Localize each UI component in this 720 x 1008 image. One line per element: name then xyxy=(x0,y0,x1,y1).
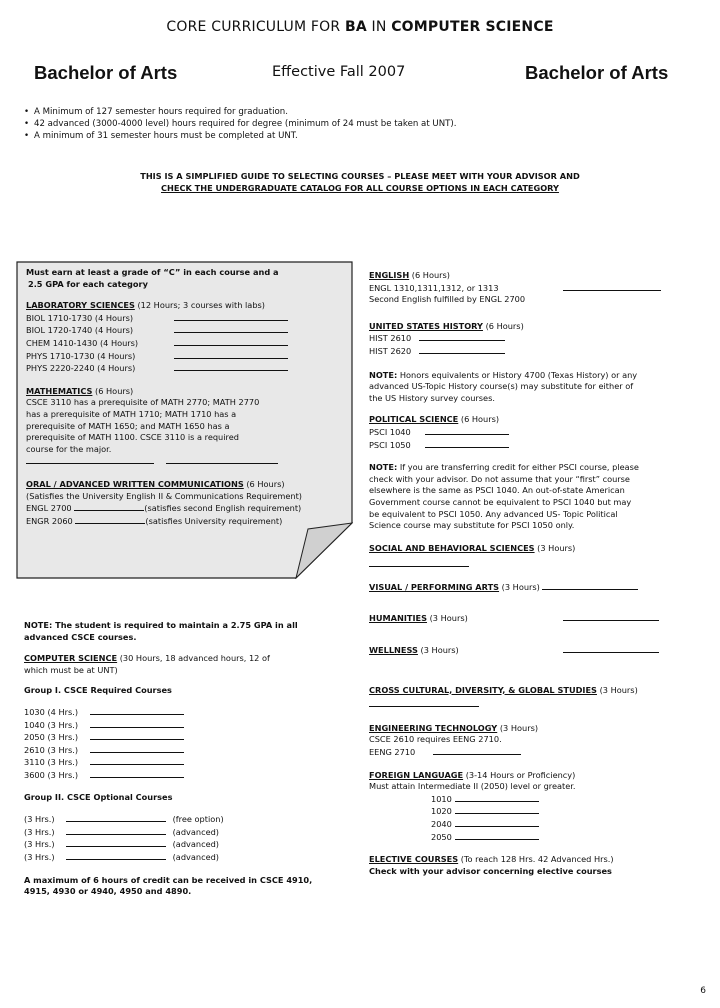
social-sciences-heading: SOCIAL AND BEHAVIORAL SCIENCES (3 Hours) xyxy=(369,542,576,553)
course-row: 1040 (3 Hrs.) xyxy=(24,719,312,732)
blank-line xyxy=(174,362,288,371)
document-title: CORE CURRICULUM FOR BA IN COMPUTER SCIENCE xyxy=(166,19,554,35)
cross-cultural-heading: CROSS CULTURAL, DIVERSITY, & GLOBAL STUDIES (3 Hours) xyxy=(369,684,638,695)
engineering-technology-heading: ENGINEERING TECHNOLOGY (3 Hours) xyxy=(369,722,539,733)
bullet-icon: • xyxy=(24,131,30,141)
blank-line xyxy=(66,838,166,847)
political-science-heading: POLITICAL SCIENCE (6 Hours) xyxy=(369,414,500,425)
us-history-heading: UNITED STATES HISTORY (6 Hours) xyxy=(369,320,524,331)
foreign-language-heading: FOREIGN LANGUAGE (3-14 Hours or Proficiency) xyxy=(369,769,576,780)
blank-line xyxy=(174,337,288,346)
bullet-icon: • xyxy=(24,119,30,129)
course-row: 1030 (4 Hrs.) xyxy=(24,706,312,719)
group1-heading: Group I. CSCE Required Courses xyxy=(24,685,172,696)
requirement-item: • A Minimum of 127 semester hours required for graduation. xyxy=(24,107,288,117)
oral-communications-heading: ORAL / ADVANCED WRITTEN COMMUNICATIONS (6 Hours) xyxy=(26,478,285,489)
bullet-icon: • xyxy=(24,107,30,117)
blank-line xyxy=(174,350,288,359)
blank-line xyxy=(542,581,638,590)
blank-line xyxy=(90,706,184,715)
requirement-item: • A minimum of 31 semester hours must be completed at UNT. xyxy=(24,131,298,141)
blank-line xyxy=(90,744,184,753)
effective-date: Effective Fall 2007 xyxy=(272,64,406,80)
blank-line xyxy=(369,698,479,707)
blank-line xyxy=(166,455,278,464)
blank-line xyxy=(90,731,184,740)
english-heading: ENGLISH (6 Hours) xyxy=(369,270,450,280)
blank-line xyxy=(26,455,154,464)
page-number: 6 xyxy=(700,986,706,996)
computer-science-heading: COMPUTER SCIENCE (30 Hours, 18 advanced hours, 12 of xyxy=(24,653,270,664)
blank-line xyxy=(425,426,509,435)
blank-line xyxy=(563,282,661,291)
blank-line xyxy=(66,851,166,860)
guide-notice: THIS IS A SIMPLIFIED GUIDE TO SELECTING COURSES – PLEASE MEET WITH YOUR ADVISOR AND CHECK THE UNDERGRADUATE CATALOG FOR ALL COURSE OPTIONS IN EACH CATEGORY xyxy=(140,171,580,193)
group2-heading: Group II. CSCE Optional Courses xyxy=(24,791,173,802)
blank-line xyxy=(425,439,509,448)
mathematics-heading: MATHEMATICS (6 Hours) xyxy=(26,385,134,396)
max-credit-note: A maximum of 6 hours of credit can be received in CSCE 4910, xyxy=(24,874,313,885)
blank-line xyxy=(174,324,288,333)
blank-line xyxy=(419,332,505,341)
optional-course-row: (3 Hrs.) (advanced) xyxy=(24,839,219,850)
blank-line xyxy=(455,805,539,814)
course-row: 3110 (3 Hrs.) xyxy=(24,756,312,769)
lab-course-row: PHYS 2220-2240 (4 Hours) xyxy=(26,362,302,375)
blank-line xyxy=(419,345,505,354)
wellness-heading: WELLNESS (3 Hours) xyxy=(369,644,661,657)
blank-line xyxy=(90,756,184,765)
lab-sciences-heading: LABORATORY SCIENCES (12 Hours; 3 courses with labs) xyxy=(26,300,265,311)
grade-note: Must earn at least a grade of “C” in each course and a xyxy=(26,267,279,277)
right-column: ENGLISH (6 Hours) ENGL 1310,1311,1312, or 1313 Second English fulfilled by ENGL 2700 UNITED STATES HISTORY (6 Hours) HIST 2610 HIST 2620 NOTE: Honors equivalents or History 4700 (Texas History) or any advanced US-Topic History course(s) may substitute for either of the US History survey courses. POLITICAL SCIENCE (6 Hours) PSCI 1040 PSCI 1050 NOTE: If you are transferring credit for either PSCI course, please check with your advisor. Do not assume that your “first” course elsewhere is the same as PSCI 1040. An out-of-state American Government course cannot be equivalent to PSCI 1040 but may be equivalent to PSCI 1050. Any advanced US- Topic Political Science course may substitute for PSCI 1050 only. SOCIAL AND BEHAVIORAL SCIENCES (3 Hours) VISUAL / PERFORMING ARTS (3 Hours) HUMANITIES (3 Hours) WELLNESS (3 Hours) CROSS CULTURAL, DIVERSITY, & GLOBAL STUDIES (3 Hours) ENGINEERING TECHNOLOGY (3 Hours) CSCE 2610 requires EENG 2710. EENG 2710 FOREIGN LANGUAGE (3-14 Hours or Proficiency) Must attain Intermediate II (2050) level or greater. 1010 1020 2040 2050 ELECTIVE COURSES (To reach 128 Hrs. 42 Advanced Hrs.) Check with your advisor concerning elective courses xyxy=(369,270,661,877)
degree-label-right: Bachelor of Arts xyxy=(525,62,669,83)
lab-course-row: BIOL 1720-1740 (4 Hours) xyxy=(26,324,302,337)
blank-line xyxy=(174,312,288,321)
lab-course-row: CHEM 1410-1430 (4 Hours) xyxy=(26,337,302,350)
visual-arts-heading: VISUAL / PERFORMING ARTS (3 Hours) xyxy=(369,581,661,594)
optional-course-row: (3 Hrs.) (free option) xyxy=(24,814,224,825)
blank-line xyxy=(74,502,144,511)
course-row: 3600 (3 Hrs.) xyxy=(24,769,312,782)
elective-courses-heading: ELECTIVE COURSES (To reach 128 Hrs. 42 Advanced Hrs.) xyxy=(369,854,614,865)
blank-line xyxy=(433,746,521,755)
optional-course-row: (3 Hrs.) (advanced) xyxy=(24,826,219,837)
left-column: NOTE: The student is required to maintain a 2.75 GPA in all advanced CSCE courses. COMPUTER SCIENCE (30 Hours, 18 advanced hours, 12 of which must be at UNT) Group I. CSCE Required Courses 1030 (4 Hrs.) 1040 (3 Hrs.) 2050 (3 Hrs.) 2610 (3 Hrs.) 3110 (3 Hrs.) 3600 (3 Hrs.) Group II. CSCE Optional Courses (3 Hrs.) (free option) (3 Hrs.) (advanced) (3 Hrs.) (advanced) (3 Hrs.) (advanced) A maximum of 6 hours of credit can be received in CSCE 4910, 4915, 4930 or 4940, 4950 and 4890. xyxy=(24,620,313,897)
blank-line xyxy=(455,793,539,802)
requirement-item: • 42 advanced (3000-4000 level) hours required for degree (minimum of 24 must be taken at UNT). xyxy=(24,119,457,129)
degree-label-left: Bachelor of Arts xyxy=(34,62,178,83)
humanities-heading: HUMANITIES (3 Hours) xyxy=(369,612,661,625)
blank-line xyxy=(90,769,184,778)
blank-line xyxy=(90,719,184,728)
blank-line xyxy=(563,612,659,621)
optional-course-row: (3 Hrs.) (advanced) xyxy=(24,851,219,862)
blank-line xyxy=(455,818,539,827)
blank-line xyxy=(369,558,469,567)
course-row: 2050 (3 Hrs.) xyxy=(24,731,312,744)
lab-course-row: PHYS 1710-1730 (4 Hours) xyxy=(26,350,302,363)
course-row: 2610 (3 Hrs.) xyxy=(24,744,312,757)
blank-line xyxy=(455,831,539,840)
requirements-box-content: Must earn at least a grade of “C” in each course and a 2.5 GPA for each category LABORATORY SCIENCES (12 Hours; 3 courses with labs) BIOL 1710-1730 (4 Hours) BIOL 1720-1740 (4 Hours) CHEM 1410-1430 (4 Hours) PHYS 1710-1730 (4 Hours) PHYS 2220-2240 (4 Hours) MATHEMATICS (6 Hours) CSCE 3110 has a prerequisite of MATH 2770; MATH 2770 has a prerequisite of MATH 1710; MATH 1710 has a prerequisite of MATH 1650; and MATH 1650 has a prerequisite of MATH 1100. CSCE 3110 is a required course for the major. ORAL / ADVANCED WRITTEN COMMUNICATIONS (6 Hours) (Satisfies the University English II & Communications Requirement) ENGL 2700 (satisfies second English requirement) ENGR 2060 (satisfies University requirement) xyxy=(26,267,302,526)
gpa-note: NOTE: The student is required to maintain a 2.75 GPA in all xyxy=(24,620,298,630)
lab-course-row: BIOL 1710-1730 (4 Hours) xyxy=(26,312,302,325)
blank-line xyxy=(563,644,659,653)
blank-line xyxy=(66,826,166,835)
blank-line xyxy=(66,813,166,822)
blank-line xyxy=(75,515,145,524)
